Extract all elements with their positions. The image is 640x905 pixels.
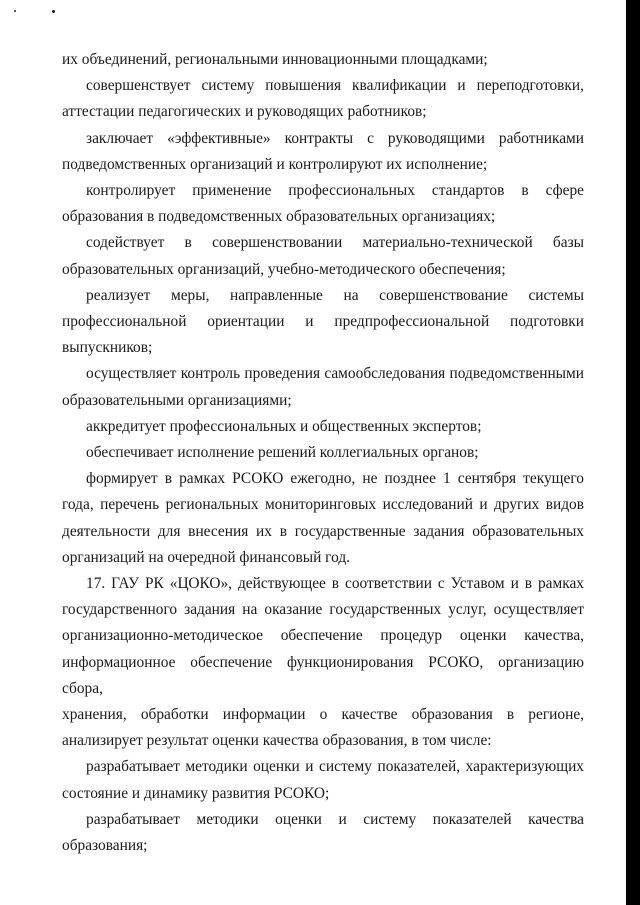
text-line: 17. ГАУ РК «ЦОКО», действующее в соответствии с Уставом и в рамках bbox=[86, 575, 584, 593]
paragraph bbox=[62, 73, 584, 125]
text-line: деятельности для внесения их в государственные задания образовательных bbox=[62, 522, 584, 540]
paragraph bbox=[62, 440, 584, 466]
text-line: организационно-методическое обеспечение процедур оценки качества, bbox=[62, 627, 584, 645]
paragraph bbox=[62, 178, 584, 230]
scan-edge bbox=[626, 0, 640, 905]
text-line: государственного задания на оказание государственных услуг, осуществляет bbox=[62, 601, 584, 619]
text-line: состояние и динамику развития РСОКО; bbox=[62, 784, 330, 802]
text-line: подведомственных организаций и контролируют их исполнение; bbox=[62, 155, 488, 173]
text-line: анализирует результат оценки качества образования, в том числе: bbox=[62, 732, 492, 750]
paragraph bbox=[62, 571, 584, 754]
paragraph bbox=[62, 414, 584, 440]
text-line: осуществляет контроль проведения самообследования подведомственными bbox=[86, 365, 584, 383]
text-line: профессиональной ориентации и предпрофессиональной подготовки bbox=[62, 313, 584, 331]
text-line: образовательных организаций, учебно-методического обеспечения; bbox=[62, 260, 506, 278]
text-line: хранения, обработки информации о качестве образования в регионе, bbox=[62, 706, 584, 724]
paragraph bbox=[62, 47, 584, 73]
text-line: обеспечивает исполнение решений коллегиальных органов; bbox=[86, 444, 479, 462]
text-line: информационное обеспечение функционирования РСОКО, организацию сбора, bbox=[62, 653, 584, 697]
paragraph bbox=[62, 361, 584, 413]
text-line: организаций на очередной финансовый год. bbox=[62, 548, 351, 566]
scan-speck bbox=[14, 10, 16, 12]
text-line: года, перечень региональных мониторинговых исследований и других видов bbox=[62, 496, 584, 514]
paragraph bbox=[62, 283, 584, 362]
paragraph bbox=[62, 466, 584, 571]
paragraph bbox=[62, 754, 584, 806]
text-line: разрабатывает методики оценки и систему показателей качества bbox=[86, 810, 584, 828]
paragraph bbox=[62, 807, 584, 859]
text-line: образования; bbox=[62, 837, 148, 855]
text-line: аккредитует профессиональных и общественных экспертов; bbox=[86, 417, 482, 435]
text-line: содействует в совершенствовании материально-технической базы bbox=[86, 234, 584, 252]
scan-speck bbox=[52, 10, 55, 13]
text-line: заключает «эффективные» контракты с руководящими работниками bbox=[86, 129, 584, 147]
text-line: разрабатывает методики оценки и систему показателей, характеризующих bbox=[86, 758, 584, 776]
text-line: совершенствует систему повышения квалификации и переподготовки, bbox=[86, 77, 584, 95]
text-line: образовательными организациями; bbox=[62, 391, 292, 409]
text-line: их объединений, региональными инновационными площадками; bbox=[62, 51, 488, 68]
paragraph bbox=[62, 230, 584, 282]
text-line: выпускников; bbox=[62, 339, 153, 357]
text-line: аттестации педагогических и руководящих работников; bbox=[62, 103, 427, 121]
text-line: контролирует применение профессиональных стандартов в сфере bbox=[86, 182, 584, 200]
text-line: образования в подведомственных образовательных организациях; bbox=[62, 208, 496, 226]
text-line: реализует меры, направленные на совершенствование системы bbox=[86, 286, 584, 304]
text-line: формирует в рамках РСОКО ежегодно, не позднее 1 сентября текущего bbox=[86, 470, 584, 488]
paragraph bbox=[62, 126, 584, 178]
document-body bbox=[62, 47, 584, 859]
